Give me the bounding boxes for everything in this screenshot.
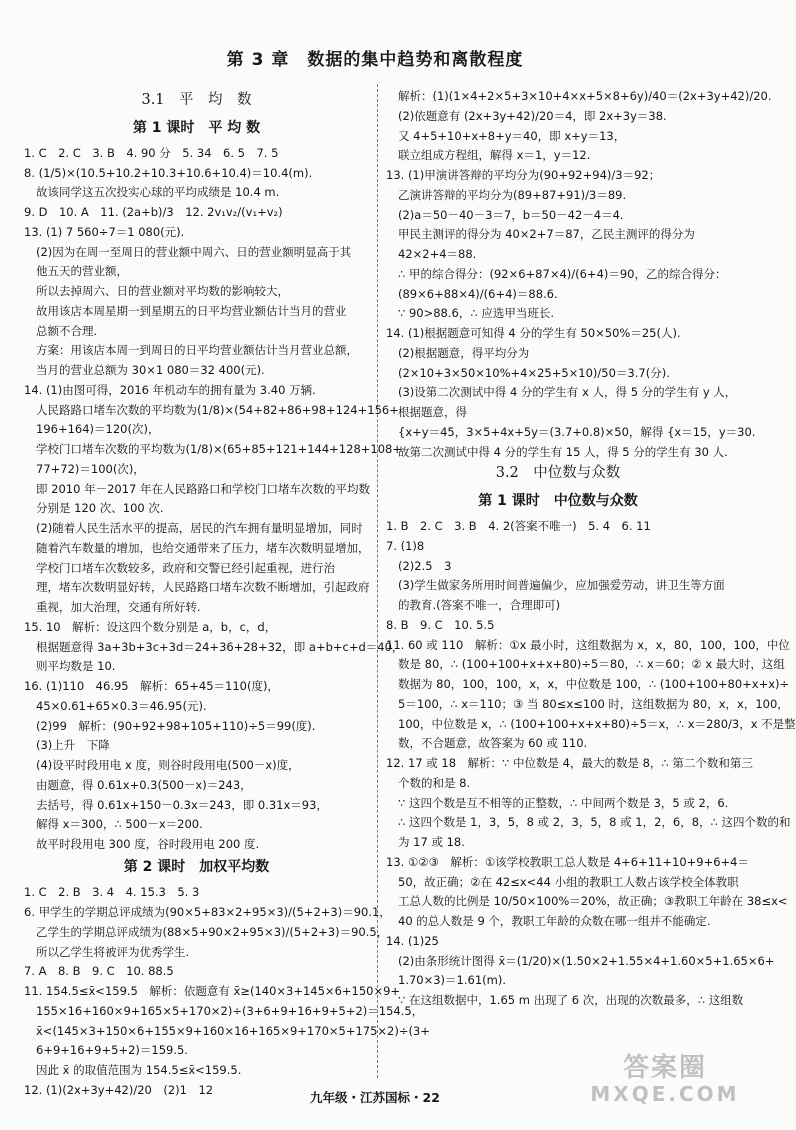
answer-line: 13. (1)甲演讲答辩的平均分为(90+92+94)/3＝92； [386, 168, 661, 182]
answer-line: (2)依题意有 (2x+3y+42)/20＝4，即 2x+3y＝38. [398, 108, 667, 123]
answer-line: 13. ①②③ 解析：①该学校教职工总人数是 4+6+11+10+9+6+4＝ [386, 854, 750, 869]
answer-line: 去括号，得 0.61x+150－0.3x＝243，即 0.31x＝93， [36, 797, 328, 812]
answer-line: 甲民主测评的得分为 40×2+7＝87，乙民主测评的得分为 [398, 227, 695, 242]
watermark-logo [590, 1054, 740, 1126]
answer-line: 6. 甲学生的学期总评成绩为(90×5+83×2+95×3)/(5+2+3)＝90.1， [24, 905, 391, 919]
right-column [386, 88, 796, 1082]
answer-line: 个数的和是 8. [398, 775, 471, 790]
answer-line: 又 4+5+10+x+8+y＝40，即 x+y＝13， [398, 128, 626, 143]
answer-line: 9. D 10. A 11. (2a+b)/3 12. 2v₁v₂/(v₁+v₂) [24, 205, 283, 219]
answer-line: 工总人数的比例是 10/50×100%＝20%，故正确；③教职工年龄在 38≤x< [398, 894, 788, 909]
answer-line: 则平均数是 10. [36, 659, 116, 674]
answer-line: 7. A 8. B 9. C 10. 88.5 [24, 964, 174, 979]
continued-answers [386, 88, 772, 461]
answer-line: 7. (1)8 [386, 538, 425, 553]
answer-line: (89×6+88×4)/(6+4)＝88.6. [398, 286, 558, 301]
answer-line: 总额不合理. [36, 323, 98, 338]
answer-line: (2)a＝50－40－3＝7，b＝50－42－4＝4. [398, 207, 624, 222]
answer-line: 即 2010 年－2017 年在人民路路口和学校门口堵车次数的平均数 [36, 481, 370, 496]
answer-line: 16. (1)110 46.95 解析：65+45＝110(度)， [24, 679, 279, 693]
answer-line: 14. (1)根据题意可知得 4 分的学生有 50×50%＝25(人). [386, 326, 681, 340]
answer-line: 理，堵车次数明显好转，人民路路口堵车次数不断增加，引起政府 [36, 580, 370, 595]
answer-line: 数，不合题意，故答案为 60 或 110. [398, 736, 588, 751]
answer-line: 11. 60 或 110 解析：①x 最小时，这组数据为 x，x，80，100，100，中位 [386, 637, 790, 652]
answer-line: 12. 17 或 18 解析：∵ 中位数是 4，最大的数是 8，∴ 第二个数和第三 [386, 756, 753, 770]
answer-line: ∴ 这四个数是 1，3，5，8 或 2，3，5，8 或 1，2，6，8，∴ 这四个数的和 [398, 815, 791, 830]
answer-line: (3)学生做家务所用时间普遍偏少，应加强爱劳动，讲卫生等方面 [398, 578, 725, 593]
answer-line: ∵ 在这组数据中，1.65 m 出现了 6 次，出现的次数最多，∴ 这组数 [398, 993, 744, 1007]
answer-line: ∵ 90>88.6，∴ 应选甲当班长. [398, 306, 554, 321]
answer-line: 故该同学这五次投实心球的平均成绩是 10.4 m. [36, 185, 280, 200]
answer-line: 13. (1) 7 560÷7＝1 080(元). [24, 224, 185, 239]
answer-line: 14. (1)由图可得，2016 年机动车的拥有量为 3.40 万辆. [24, 382, 316, 397]
answer-line: (2)由条形统计图得 x̄＝(1/20)×(1.50×2+1.55×4+1.60×5+1.65×6+ [398, 953, 775, 968]
answer-line: (2)2.5 3 [398, 558, 452, 573]
answer-line: 1. C 2. C 3. B 4. 90 分 5. 34 6. 5 7. 5 [24, 145, 279, 160]
answer-line: 42×2+4＝88. [398, 247, 477, 261]
answer-line: 故第二次测试中得 4 分的学生有 15 人，得 5 分的学生有 30 人. [398, 444, 728, 459]
page-footer: 九年级・江苏国标・22 [310, 1090, 440, 1106]
answer-line: 由题意，得 0.61x+0.3(500－x)＝243， [36, 777, 252, 792]
answer-line: 11. 154.5≤x̄<159.5 解析：依题意有 x̄≥(140×3+145×6+150×9+ [24, 984, 401, 998]
answer-line: 40 的总人数是 9 个，教职工年龄的众数在哪一组并不能确定. [398, 914, 711, 928]
answer-line: 他五天的营业额， [36, 264, 128, 279]
answer-line: 1. C 2. B 3. 4 4. 15.3 5. 3 [24, 885, 200, 900]
answer-line: (3)设第二次测试中得 4 分的学生有 x 人，得 5 分的学生有 y 人， [398, 385, 737, 400]
answer-line: (2)99 解析：(90+92+98+105+110)÷5＝99(度). [36, 718, 316, 733]
lesson-heading-weighted-average: 第 2 课时 加权平均数 [123, 859, 270, 876]
answer-line: 根据题意得 3a+3b+3c+3d＝24+36+28+32，即 a+b+c+d＝40， [36, 639, 404, 654]
section-heading-3-2: 3.2 中位数与众数 [495, 465, 621, 482]
answer-line: 的教育.(答案不唯一，合理即可) [398, 598, 561, 612]
answer-line: (2)随着人民生活水平的提高，居民的汽车拥有量明显增加，同时 [36, 521, 363, 535]
lesson-heading-average: 第 1 课时 平 均 数 [132, 119, 261, 136]
answer-line: (2)根据题意，得平均分为 [398, 345, 530, 360]
answer-line: 1. B 2. C 3. B 4. 2(答案不唯一) 5. 4 6. 11 [386, 519, 651, 533]
answer-line: 学校门口堵车次数较多，政府和交警已经引起重视，进行治 [36, 560, 335, 575]
median-mode-answers [386, 518, 796, 1009]
answer-line: 6+9+16+9+5+2)＝159.5. [36, 1043, 188, 1058]
answer-line: (2)因为在周一至周日的营业额中周六、日的营业额明显高于其 [36, 244, 352, 259]
answer-line: {x+y＝45，3×5+4x+5y＝(3.7+0.8)×50，解得 {x＝15，y＝30. [398, 424, 756, 439]
answer-line: 15. 10 解析：设这四个数分别是 a，b，c，d， [24, 619, 277, 634]
watermark-site-text: MXQE.COM [590, 1081, 740, 1106]
answer-line: 155×16+160×9+165×5+170×2)÷(3+6+9+16+9+5+2)＝154.5， [36, 1003, 424, 1018]
answer-line: 联立组成方程组，解得 x＝1，y＝12. [398, 148, 591, 163]
lesson-heading-median-mode: 第 1 课时 中位数与众数 [478, 493, 638, 509]
answer-line: ∴ 甲的综合得分：(92×6+87×4)/(6+4)＝90，乙的综合得分： [398, 266, 727, 281]
answer-line: (3)上升 下降 [36, 738, 110, 753]
answer-line: 乙学生的学期总评成绩为(88×5+90×2+95×3)/(5+2+3)＝90.5， [36, 924, 389, 939]
answer-line: 196+164)＝120(次)， [36, 422, 160, 437]
answer-line: 12. (1)(2x+3y+42)/20 (2)1 12 [24, 1082, 214, 1097]
answer-line: 为 17 或 18. [398, 835, 465, 849]
answer-line: 方案：用该店本周一到周日的日平均营业额估计当月营业总额， [36, 343, 358, 358]
answer-line: 学校门口堵车次数的平均数为(1/8)×(65+85+121+144+128+108+ [36, 442, 402, 456]
answer-line: (4)设平时段用电 x 度，则谷时段用电(500－x)度， [36, 758, 300, 772]
answer-line: 解得 x＝300，∴ 500－x＝200. [36, 817, 203, 832]
answer-line: 乙演讲答辩的平均分为(89+87+91)/3＝89. [398, 187, 627, 202]
answer-line: 数据为 80，100，100，x，x，中位数是 100，∴ (100+100+80+x+x)÷ [398, 677, 790, 691]
answer-line: x̄<(145×3+150×6+155×9+160×16+165×9+170×5+175×2)÷(3+ [36, 1023, 430, 1038]
answer-line: 50，故正确；②在 42≤x<44 小组的教职工人数占该学校全体教职 [398, 874, 739, 889]
section-heading-3-1: 3.1 平 均 数 [141, 92, 252, 108]
answer-line: 故平时段用电 300 度，谷时段用电 200 度. [36, 837, 260, 851]
answer-line: 8. B 9. C 10. 5.5 [386, 617, 495, 632]
watermark-main-text: 答案圈 [622, 1053, 707, 1083]
answer-line: 故用该店本周星期一到星期五的日平均营业额估计当月的营业 [36, 303, 347, 318]
chapter-title: 第 3 章 数据的集中趋势和离散程度 [226, 50, 524, 70]
answer-line: 所以去掉周六、日的营业额对平均数的影响较大， [36, 284, 289, 298]
answer-line: (2×10+3×50×10%+4×25+5×10)/50＝3.7(分). [398, 365, 670, 380]
lesson1-answers [24, 145, 404, 854]
answer-line: 因此 x̄ 的取值范围为 154.5≤x̄<159.5. [36, 1063, 242, 1077]
answer-line: 5＝100，∴ x＝110；③ 当 80≤x≤100 时，这组数据为 80，x，x，100， [398, 696, 789, 711]
answer-line: 重视，加大治理，交通有所好转. [36, 600, 201, 614]
answer-line: 14. (1)25 [386, 933, 439, 948]
answer-line: 当月的营业总额为 30×1 080＝32 400(元). [36, 363, 265, 377]
answer-line: 分别是 120 次、100 次. [36, 501, 164, 516]
answer-line: 随着汽车数量的增加，也给交通带来了压力，堵车次数明显增加， [36, 540, 370, 555]
answer-line: 1.70×3)＝1.61(m). [398, 973, 506, 988]
answer-line: 人民路路口堵车次数的平均数为(1/8)×(54+82+86+98+124+156+ [36, 402, 399, 417]
answer-line: ∵ 这四个数是互不相等的正整数，∴ 中间两个数是 3，5 或 2，6. [398, 795, 729, 810]
answer-line: 100，中位数是 x，∴ (100+100+x+x+80)÷5＝x，∴ x＝280/3，x 不是整 [398, 716, 796, 731]
answer-line: 45×0.61+65×0.3＝46.95(元). [36, 698, 207, 713]
answer-line: 77+72)＝100(次)， [36, 461, 145, 476]
answer-line: 所以乙学生将被评为优秀学生. [36, 944, 190, 959]
answer-line: 数是 80，∴ (100+100+x+x+80)÷5＝80，∴ x＝60；② x 最大时，这组 [398, 657, 785, 672]
answer-line: 8. (1/5)×(10.5+10.2+10.3+10.6+10.4)＝10.4(m). [24, 165, 313, 180]
answer-line: 根据题意，得 [398, 405, 467, 419]
answer-line: 解析：(1)(1×4+2×5+3×10+4×x+5×8+6y)/40＝(2x+3y+42)/20. [398, 89, 772, 103]
